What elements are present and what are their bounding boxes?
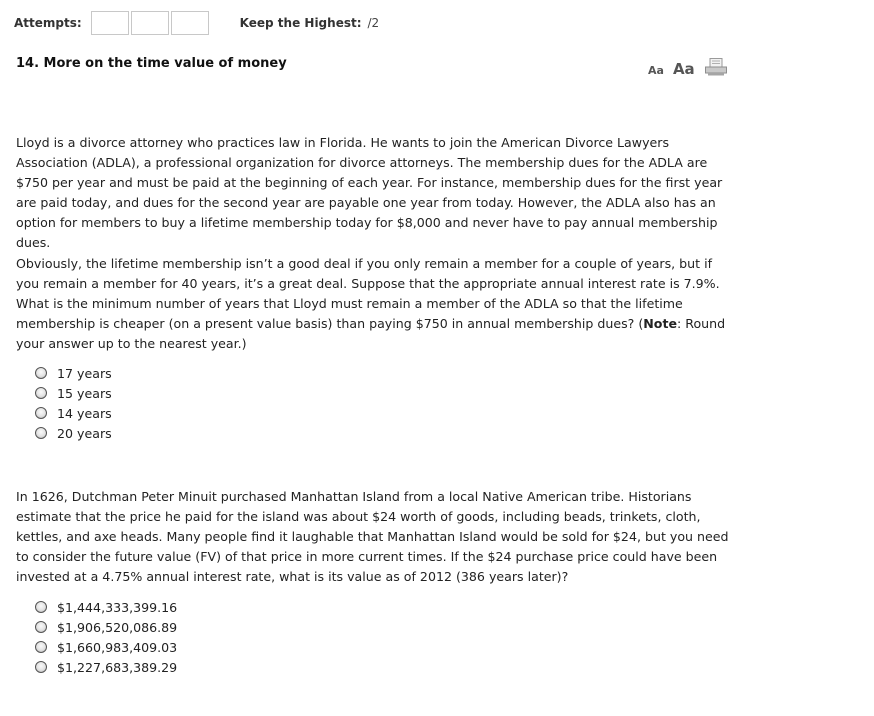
paragraph-2-text: Obviously, the lifetime membership isn’t a good deal if you only remain a member for a couple of years, but if you remain a member for 40 years, it’s a great deal. Suppose that the appropriate annual interest rate is 7.9%. What is the minimum number of years that Lloyd must remain a member of the ADLA so that the lifetime membership is cheaper (on a present value basis) than paying $750 in annual membership dues? ( [16,256,720,331]
radio-button[interactable] [35,601,47,613]
radio-button[interactable] [35,641,47,653]
radio-button[interactable] [35,407,47,419]
option-label: $1,906,520,086.89 [57,619,178,635]
answer-option[interactable] [35,403,112,423]
radio-button[interactable] [35,367,47,379]
font-decrease-button[interactable]: Aa [648,64,664,77]
attempts-label: Attempts: [14,16,82,30]
option-label: 20 years [57,425,112,441]
attempt-box-3 [171,11,209,35]
print-icon[interactable] [705,58,727,80]
question-paragraph-2 [16,254,736,354]
answer-option[interactable] [35,423,112,443]
question-title: 14. More on the time value of money [16,56,287,71]
radio-button[interactable] [35,387,47,399]
answer-option[interactable] [35,363,112,383]
answer-option[interactable] [35,657,177,677]
answer-option[interactable] [35,617,177,637]
question-tools [648,56,727,78]
answer-options-1 [35,363,112,443]
radio-button[interactable] [35,621,47,633]
option-label: $1,660,983,409.03 [57,639,178,655]
keep-highest [240,16,380,30]
answer-options-2 [35,597,177,677]
font-increase-button[interactable]: Aa [672,60,695,78]
option-label: 15 years [57,385,112,401]
option-label: $1,444,333,399.16 [57,599,178,615]
note-label: Note [643,316,678,331]
option-label: 17 years [57,365,112,381]
attempt-box-2 [131,11,169,35]
answer-option[interactable] [35,383,112,403]
answer-option[interactable] [35,597,177,617]
attempts-bar [14,9,379,37]
question-paragraph-1: Lloyd is a divorce attorney who practices law in Florida. He wants to join the American Divorce Lawyers Association (ADLA), a professional organization for divorce attorneys. The membership dues for the ADLA are $750 per year and must be paid at the beginning of each year. For instance, membership dues for the first year are paid today, and dues for the second year are payable one year from today. However, the ADLA also has an option for members to buy a lifetime membership today for $8,000 and never have to pay annual membership dues. [16,135,723,250]
answer-option[interactable] [35,637,177,657]
option-label: 14 years [57,405,112,421]
radio-button[interactable] [35,427,47,439]
radio-button[interactable] [35,661,47,673]
option-label: $1,227,683,389.29 [57,659,178,675]
attempt-boxes [91,11,209,35]
keep-highest-score: /2 [367,16,380,30]
keep-highest-label: Keep the Highest: [239,16,362,30]
attempt-box-1 [91,11,129,35]
question-paragraph-3: In 1626, Dutchman Peter Minuit purchased Manhattan Island from a local Native American tribe. Historians estimate that the price he paid for the island was about $24 worth of goods, including beads, trinkets, cloth, kettles, and axe heads. Many people find it laughable that Manhattan Island would be sold for $24, but you need to consider the future value (FV) of that price in more current times. If the $24 purchase price could have been invested at a 4.75% annual interest rate, what is its value as of 2012 (386 years later)? [16,489,729,584]
paragraph-2-rounding-text: : Round your answer up to the nearest year.) [16,316,726,351]
